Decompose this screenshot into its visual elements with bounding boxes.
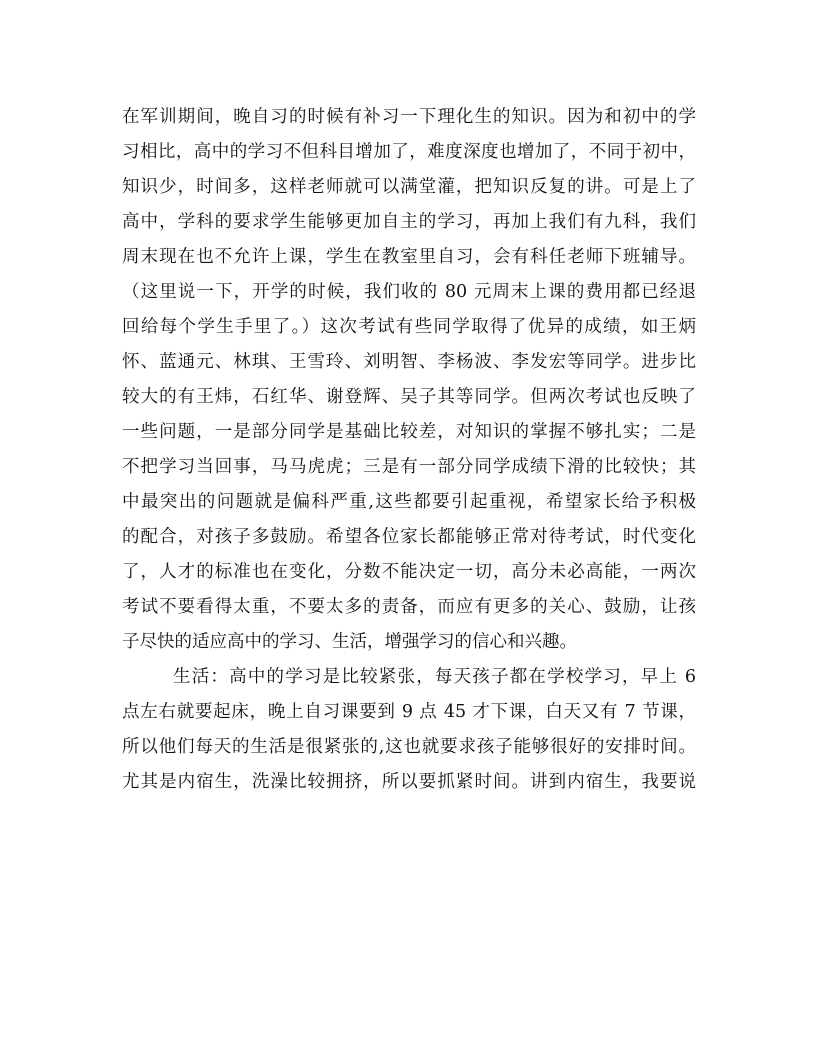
- text-line: 不把学习当回事，马马虎虎；三是有一部分同学成绩下滑的比较快；其: [122, 457, 696, 477]
- text-line: 一些问题，一是部分同学是基础比较差，对知识的掌握不够扎实；二是: [122, 422, 696, 442]
- text-line: 回给每个学生手里了。）这次考试有些同学取得了优异的成绩，如王炳: [122, 317, 696, 337]
- text-line: 较大的有王炜，石红华、谢登辉、吴子其等同学。但两次考试也反映了: [122, 387, 696, 407]
- text-line: 在军训期间，晚自习的时候有补习一下理化生的知识。因为和初中的学: [122, 107, 696, 127]
- text-line: 考试不要看得太重，不要太多的责备，而应有更多的关心、鼓励，让孩: [122, 597, 696, 617]
- document-body: [122, 100, 696, 800]
- text-line: 怀、蓝通元、林琪、王雪玲、刘明智、李杨波、李发宏等同学。进步比: [122, 352, 696, 372]
- text-line: 了，人才的标准也在变化，分数不能决定一切，高分未必高能，一两次: [122, 562, 696, 582]
- text-line: 周末现在也不允许上课，学生在教室里自习，会有科任老师下班辅导。: [122, 247, 696, 267]
- text-line: 尤其是内宿生，洗澡比较拥挤，所以要抓紧时间。讲到内宿生，我要说: [122, 772, 696, 792]
- text-line: 习相比，高中的学习不但科目增加了，难度深度也增加了，不同于初中，: [122, 142, 696, 162]
- text-line: 所以他们每天的生活是很紧张的,这也就要求孩子能够很好的安排时间。: [122, 737, 696, 757]
- text-line: 知识少，时间多，这样老师就可以满堂灌，把知识反复的讲。可是上了: [122, 177, 696, 197]
- text-line: 高中，学科的要求学生能够更加自主的学习，再加上我们有九科，我们: [122, 212, 696, 232]
- text-line: 中最突出的问题就是偏科严重,这些都要引起重视，希望家长给予积极: [122, 492, 696, 512]
- text-line: 点左右就要起床，晚上自习课要到 9 点 45 才下课，白天又有 7 节课，: [122, 702, 696, 722]
- text-line: （这里说一下，开学的时候，我们收的 80 元周末上课的费用都已经退: [122, 282, 696, 302]
- text-line: 子尽快的适应高中的学习、生活，增强学习的信心和兴趣。: [122, 632, 577, 652]
- paragraph-first-line: 生活：高中的学习是比较紧张，每天孩子都在学校学习，早上 6: [173, 667, 696, 687]
- text-line: 的配合，对孩子多鼓励。希望各位家长都能够正常对待考试，时代变化: [122, 527, 696, 547]
